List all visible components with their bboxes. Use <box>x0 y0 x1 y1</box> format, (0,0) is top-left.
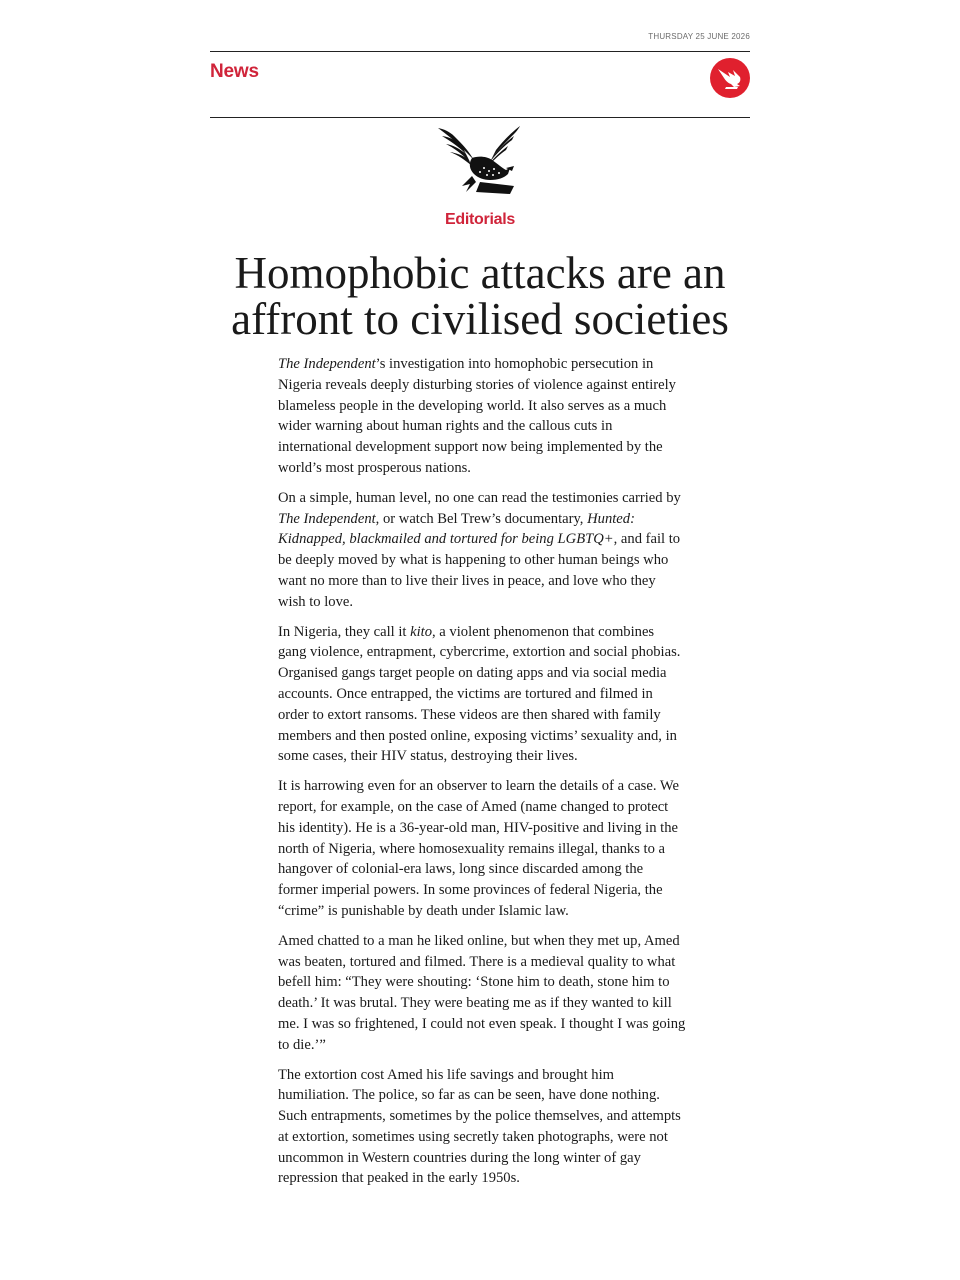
paragraph-text: The extortion cost Amed his life savings and brought him humiliation. The police, so far as can be seen, have done nothing. Such entrapments, sometimes by the police themselves, and attempts at extortion, sometimes using secretly taken photographs, were not uncommon in Western countries during the long winter of gay repression that peaked in the early 1950s. <box>278 1066 681 1187</box>
article-paragraph <box>278 488 686 613</box>
publication-date: THURSDAY 25 JUNE 2026 <box>648 32 750 41</box>
italic-text: The Independent <box>278 356 376 372</box>
italic-text: kito <box>410 623 432 640</box>
article-paragraph <box>278 1065 686 1190</box>
paragraph-text: On a simple, human level, no one can read the testimonies carried by <box>278 489 681 506</box>
article-body <box>278 354 686 1198</box>
article-paragraph <box>278 354 686 479</box>
paragraph-text: , or watch Bel Trew’s documentary, <box>375 510 588 527</box>
article-paragraph <box>278 622 686 768</box>
paragraph-text: , a violent phenomenon that combines gang violence, entrapment, cybercrime, extortion and social phobias. Organised gangs target people on dating apps and via social media accounts. Once entrapped, the victims are tortured and filmed in order to extort ransoms. These videos are then shared with family members and then posted online, exposing victims’ sexuality and, in some cases, their HIV status, destroying their lives. <box>278 623 681 765</box>
paragraph-text: ’s investigation into homophobic persecution in Nigeria reveals deeply disturbing stories of violence against entirely blameless people in the developing world. It also serves as a much wider warning about human rights and the callous cuts in international development support now being implemented by the world’s most prosperous nations. <box>278 356 676 476</box>
paragraph-text: , and fail to be deeply moved by what is happening to other human beings who want no more than to live their lives in peace, and love who they wish to love. <box>278 531 681 610</box>
paragraph-text: In Nigeria, they call it <box>278 623 411 640</box>
article-kicker: Editorials <box>445 211 515 228</box>
article-paragraph <box>278 776 686 922</box>
italic-text: The Independent <box>278 510 376 527</box>
header-divider <box>210 117 750 118</box>
eagle-logo-icon[interactable] <box>710 58 750 98</box>
section-label[interactable]: News <box>210 61 259 82</box>
top-divider <box>210 51 750 52</box>
paragraph-text: It is harrowing even for an observer to learn the details of a case. We report, for example, on the case of Amed (name changed to protect his identity). He is a 36-year-old man, HIV-positive and living in the north of Nigeria, where homosexuality remains illegal, thanks to a hangover of colonial-era laws, long since discarded among the former imperial powers. In some provinces of federal Nigeria, the “crime” is punishable by death under Islamic law. <box>278 778 679 919</box>
paragraph-text: Amed chatted to a man he liked online, but when they met up, Amed was beaten, tortured and filmed. There is a medieval quality to what befell him: “They were shouting: ‘Stone him to death, stone him to death.’ It was brutal. They were beating me as if they wanted to kill me. I was so frightened, I could not even speak. I thought I was going to die.’” <box>278 932 686 1053</box>
article-headline: Homophobic attacks are an affront to civilised societies <box>231 248 729 344</box>
article-paragraph <box>278 931 686 1056</box>
eagle-emblem-icon <box>432 124 528 204</box>
italic-text: Hunted: Kidnapped, blackmailed and tortured for being LGBTQ+ <box>278 510 635 548</box>
